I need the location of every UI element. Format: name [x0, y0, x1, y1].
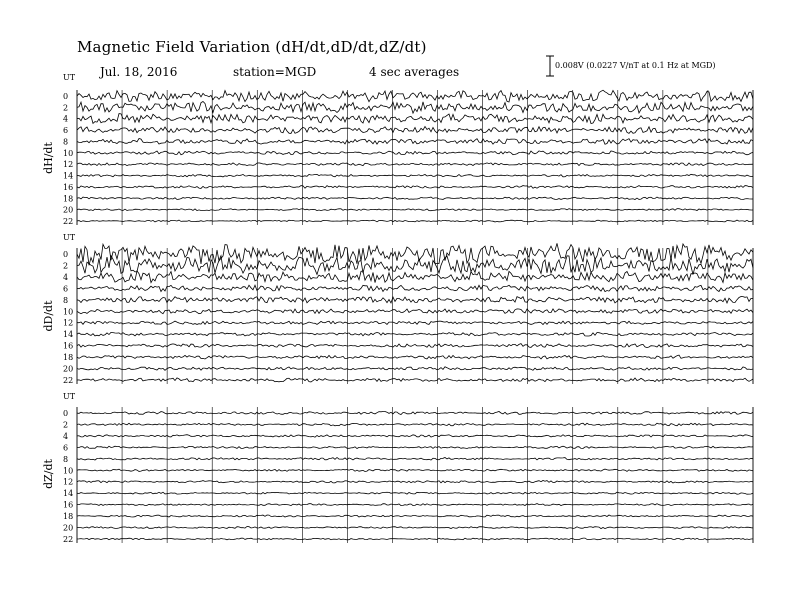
trace-line [77, 446, 753, 448]
trace-line [77, 127, 753, 134]
ut-tick-label: 16 [63, 182, 74, 192]
ut-tick-label: 22 [63, 376, 74, 385]
trace-line [77, 481, 753, 484]
ut-tick-label: 14 [63, 171, 74, 181]
averaging-label: 4 sec averages [369, 65, 460, 79]
ut-tick-label: 18 [63, 353, 74, 363]
ut-tick-label: 2 [63, 103, 69, 113]
panel-ylabel: dH/dt [42, 142, 55, 174]
trace-line [77, 458, 753, 461]
ut-tick-label: 0 [63, 409, 69, 418]
trace-line [77, 163, 753, 166]
ut-tick-label: 18 [63, 194, 74, 204]
ut-tick-label: 4 [63, 431, 69, 441]
trace-line [77, 538, 753, 540]
date-label: Jul. 18, 2016 [100, 65, 178, 79]
trace-line [77, 209, 753, 211]
ut-tick-label: 10 [63, 466, 74, 476]
ut-tick-label: 10 [63, 148, 74, 158]
ut-axis-label: UT [63, 73, 76, 82]
trace-line [77, 321, 753, 324]
panel-dzdt [42, 392, 753, 544]
ut-tick-label: 12 [63, 160, 74, 170]
ut-tick-label: 8 [63, 295, 69, 305]
trace-line [77, 492, 753, 494]
trace-line [77, 114, 753, 124]
trace-line [77, 378, 753, 382]
panel-ylabel: dZ/dt [42, 459, 55, 489]
trace-line [77, 271, 753, 283]
ut-tick-label: 6 [63, 126, 69, 136]
trace-line [77, 139, 753, 145]
ut-tick-label: 22 [63, 535, 74, 544]
ut-axis-label: UT [63, 392, 76, 401]
station-label: station=MGD [233, 65, 317, 79]
ut-tick-label: 8 [63, 454, 69, 464]
ut-tick-label: 16 [63, 500, 74, 510]
ut-tick-label: 14 [63, 489, 74, 499]
ut-axis-label: UT [63, 233, 76, 242]
scale-bar [546, 56, 554, 76]
trace-line [77, 285, 753, 291]
ut-tick-label: 6 [63, 443, 69, 453]
trace-line [77, 469, 753, 471]
ut-tick-label: 0 [63, 92, 69, 101]
ut-tick-label: 4 [63, 114, 69, 124]
ut-tick-label: 20 [63, 364, 74, 374]
trace-line [77, 423, 753, 426]
chart-title: Magnetic Field Variation (dH/dt,dD/dt,dZ/dt) [77, 38, 427, 56]
panel-dhdt [42, 73, 753, 226]
panel-dddt [42, 233, 753, 385]
trace-line [77, 367, 753, 371]
ut-tick-label: 14 [63, 330, 74, 340]
ut-tick-label: 20 [63, 205, 74, 215]
trace-line [77, 435, 753, 438]
ut-tick-label: 10 [63, 307, 74, 317]
trace-line [77, 309, 753, 314]
panel-ylabel: dD/dt [42, 300, 55, 332]
ut-tick-label: 12 [63, 477, 74, 487]
trace-line [77, 256, 753, 275]
ut-tick-label: 6 [63, 284, 69, 294]
trace-line [77, 332, 753, 336]
ut-tick-label: 2 [63, 261, 69, 271]
trace-line [77, 297, 753, 304]
ut-tick-label: 16 [63, 341, 74, 351]
ut-tick-label: 12 [63, 318, 74, 328]
scale-bar-label: 0.008V (0.0227 V/nT at 0.1 Hz at MGD) [555, 61, 716, 70]
trace-line [77, 102, 753, 114]
ut-tick-label: 18 [63, 512, 74, 522]
trace-line [77, 186, 753, 189]
trace-line [77, 515, 753, 517]
trace-line [77, 243, 753, 265]
trace-line [77, 344, 753, 348]
trace-line [77, 527, 753, 529]
ut-tick-label: 2 [63, 420, 69, 430]
ut-tick-label: 0 [63, 250, 69, 259]
trace-line [77, 90, 753, 102]
trace-line [77, 355, 753, 359]
trace-line [77, 412, 753, 415]
trace-line [77, 197, 753, 199]
ut-tick-label: 8 [63, 137, 69, 147]
ut-tick-label: 22 [63, 217, 74, 226]
ut-tick-label: 4 [63, 272, 69, 282]
trace-line [77, 174, 753, 177]
trace-line [77, 220, 753, 222]
trace-line [77, 504, 753, 506]
trace-line [77, 151, 753, 155]
ut-tick-label: 20 [63, 523, 74, 533]
